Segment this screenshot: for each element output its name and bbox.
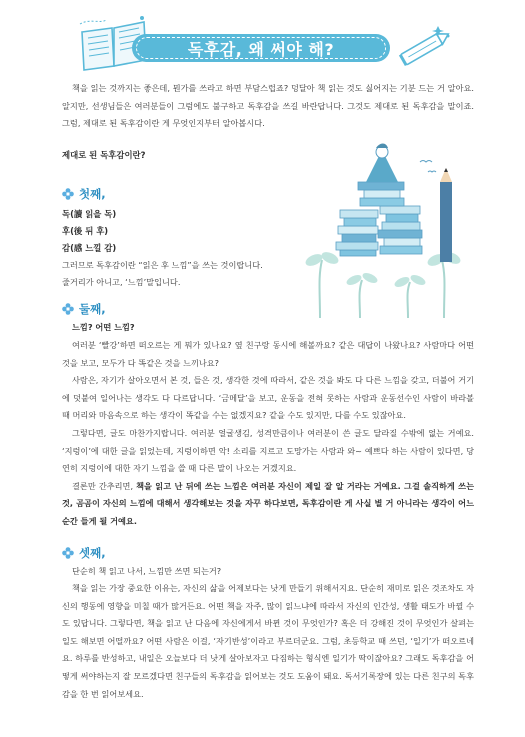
third-question: 단순히 책 읽고 나서, 느낌만 쓰면 되는거? [72,565,222,576]
flower-icon [62,547,74,559]
title-banner [132,34,390,62]
flower-icon [62,303,74,315]
section-second-heading [62,301,474,317]
intro-subheading: 제대로 된 독후감이란? [62,149,146,160]
conclusion-emphasis: 책을 읽고 난 뒤에 쓰는 느낌은 여러분 자신이 제일 잘 알 거라는 거예요. 그걸 솔직하게 쓰는 것, 곰곰이 자신의 느낌에 대해서 생각해보는 것을 자꾸 하다보면, 독후감이란 게 사실 별 거 아니라는 생각이 어느 순간 들게 될 거예요. [62,480,474,526]
second-conclusion [62,478,474,531]
definition-line: 독(讀 읽을 독) [62,209,117,220]
page-title: 독후감, 왜 써야 해? [187,40,335,59]
conclusion-lead: 결론만 간추리면, [72,480,137,491]
third-paragraph: 책을 읽는 가장 중요한 이유는, 자신의 삶을 어제보다는 낫게 만들기 위해서지요. 단순히 재미로 읽은 것조차도 자신의 행동에 영향을 미칠 때가 많거든요. 어떤 책을 자주, 많이 읽느냐에 따라서 자신의 인간성, 생활 태도가 바뀔 수도 있답니다. 그렇다면, 책을 읽고 난 다음에 자신에게서 바뀐 것이 무엇인가? 혹은 더 강해진 것이 무엇인가 살펴는 일도 해보면 어떨까요? 어떤 사람은 이걸, ‘자기반성’이라고 부르더군요. 그럼, 초등학교 때 쓰던, ‘일기’가 떠오르네요. 하루를 반성하고, 내일은 오늘보다 더 낫게 살아보자고 다짐하는 형식엔 일기가 딱이잖아요? 그래도 독후감을 어떻게 써야하는지 잘 모르겠다면 친구들의 독후감을 읽어보는 것도 도움이 돼요. 독서기록장에 있는 다른 친구의 독후감을 한 번 읽어보세요. [62,583,474,699]
intro-paragraph: 책을 읽는 것까지는 좋은데, 뭔가를 쓰라고 하면 부담스럽죠? 덩달아 책 읽는 것도 싫어지는 기분 드는 거 알아요. 알지만, 선생님들은 여러분들이 그럼에도 불구하고 독후감을 쓰길 바란답니다. 그것도 제대로 된 독후감을 말이죠. 그럼, 제대로 된 독후감이란 게 무엇인지부터 알아봅시다. [62,83,474,129]
second-paragraph: 그렇다면, 글도 마찬가지랍니다. 여러분 얼굴생김, 성격만큼이나 여러분이 쓴 글도 달라질 수밖에 없는 거예요. ‘지렁이’에 대한 글을 읽었는데, 지렁이하면 악! 소리를 지르고 도망가는 사람과 와~ 예쁘다 하는 사람이 있다면, 당연히 지렁이에 대한 자기 느낌을 쓸 때 다른 말이 나오는 거겠지요. [62,427,474,474]
section-third-heading [62,545,474,561]
definition-line: 감(感 느낄 감) [62,243,117,254]
first-summary-line: 그러므로 독후감이란 “읽은 후 느낌”을 쓰는 것이랍니다. [62,260,263,271]
first-summary-line: 줄거리가 아니고, ‘느낌’말입니다. [62,277,181,288]
section-second-title: 둘째, [79,302,106,317]
section-first-title: 첫째, [79,187,106,202]
second-question: 느낌? 어떤 느낌? [72,322,135,333]
pencil-icon [392,18,456,72]
flower-icon [62,188,74,200]
second-paragraph: 여러분 ‘빨강’하면 떠오르는 게 뭐가 있나요? 옆 친구랑 동시에 해볼까요? 같은 대답이 나왔나요? 사람마다 어떤 것을 보고, 모두가 다 똑같은 것을 느끼나요? [62,339,474,368]
section-first-heading [62,186,474,202]
second-paragraph: 사람은, 자기가 살아오면서 본 것, 들은 것, 생각한 것에 따라서, 같은 것을 봐도 다 다른 느낌을 갖고, 더불어 거기에 덧붙여 일어나는 생각도 다 다르답니다. ‘금메달’을 보고, 운동을 전혀 못하는 사람과 운동선수인 사람이 바라볼 때 머리와 마음속으로 하는 생각이 똑같을 수는 없겠지요? 같을 수도 있지만, 다를 수도 있잖아요. [62,375,474,421]
section-third-title: 셋째, [79,545,106,560]
definition-line: 후(後 뒤 후) [62,226,109,237]
main-content [62,80,474,703]
page-header [0,0,525,84]
